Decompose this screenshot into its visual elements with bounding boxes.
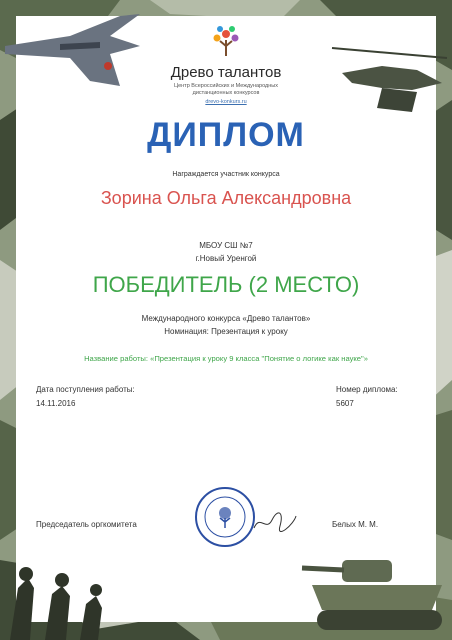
logo-title: Древо талантов — [170, 64, 282, 81]
seal-stamp-icon — [194, 486, 256, 548]
diploma-title: ДИПЛОМ — [147, 116, 305, 154]
school-name: МБОУ СШ №7 — [199, 241, 253, 250]
participant-name: Зорина Ольга Александровна — [100, 188, 352, 208]
work-title: Название работы: «Презентация к уроку 9 класса "Понятие о логике как науке"» — [84, 354, 368, 363]
result-title: ПОБЕДИТЕЛЬ (2 МЕСТО) — [92, 272, 360, 297]
date-label: Дата поступления работы: — [36, 385, 135, 394]
contest-name: Международного конкурса «Древо талантов» — [141, 314, 311, 323]
city-name: г.Новый Уренгой — [195, 254, 257, 263]
diploma-number-value: 5607 — [336, 399, 354, 408]
logo-subtitle-line2: дистанционных конкурсов — [192, 90, 260, 96]
diploma-number-label: Номер диплома: — [336, 385, 398, 394]
tree-logo-icon — [208, 22, 244, 60]
signatory-name: Белых М. М. — [332, 520, 379, 529]
logo-subtitle-line1: Центр Всероссийских и Международных — [174, 83, 278, 89]
soldiers-icon — [0, 548, 110, 640]
logo-subtitle — [0, 83, 452, 97]
signature-icon — [250, 508, 300, 536]
nomination: Номинация: Презентация к уроку — [164, 327, 288, 336]
chair-label: Председатель оргкомитета — [36, 520, 137, 529]
awarded-text: Награждается участник конкурса — [172, 171, 280, 178]
website-link[interactable]: drevo-konkurs.ru — [205, 99, 247, 105]
date-value: 14.11.2016 — [36, 399, 76, 408]
tank-icon — [282, 540, 452, 640]
